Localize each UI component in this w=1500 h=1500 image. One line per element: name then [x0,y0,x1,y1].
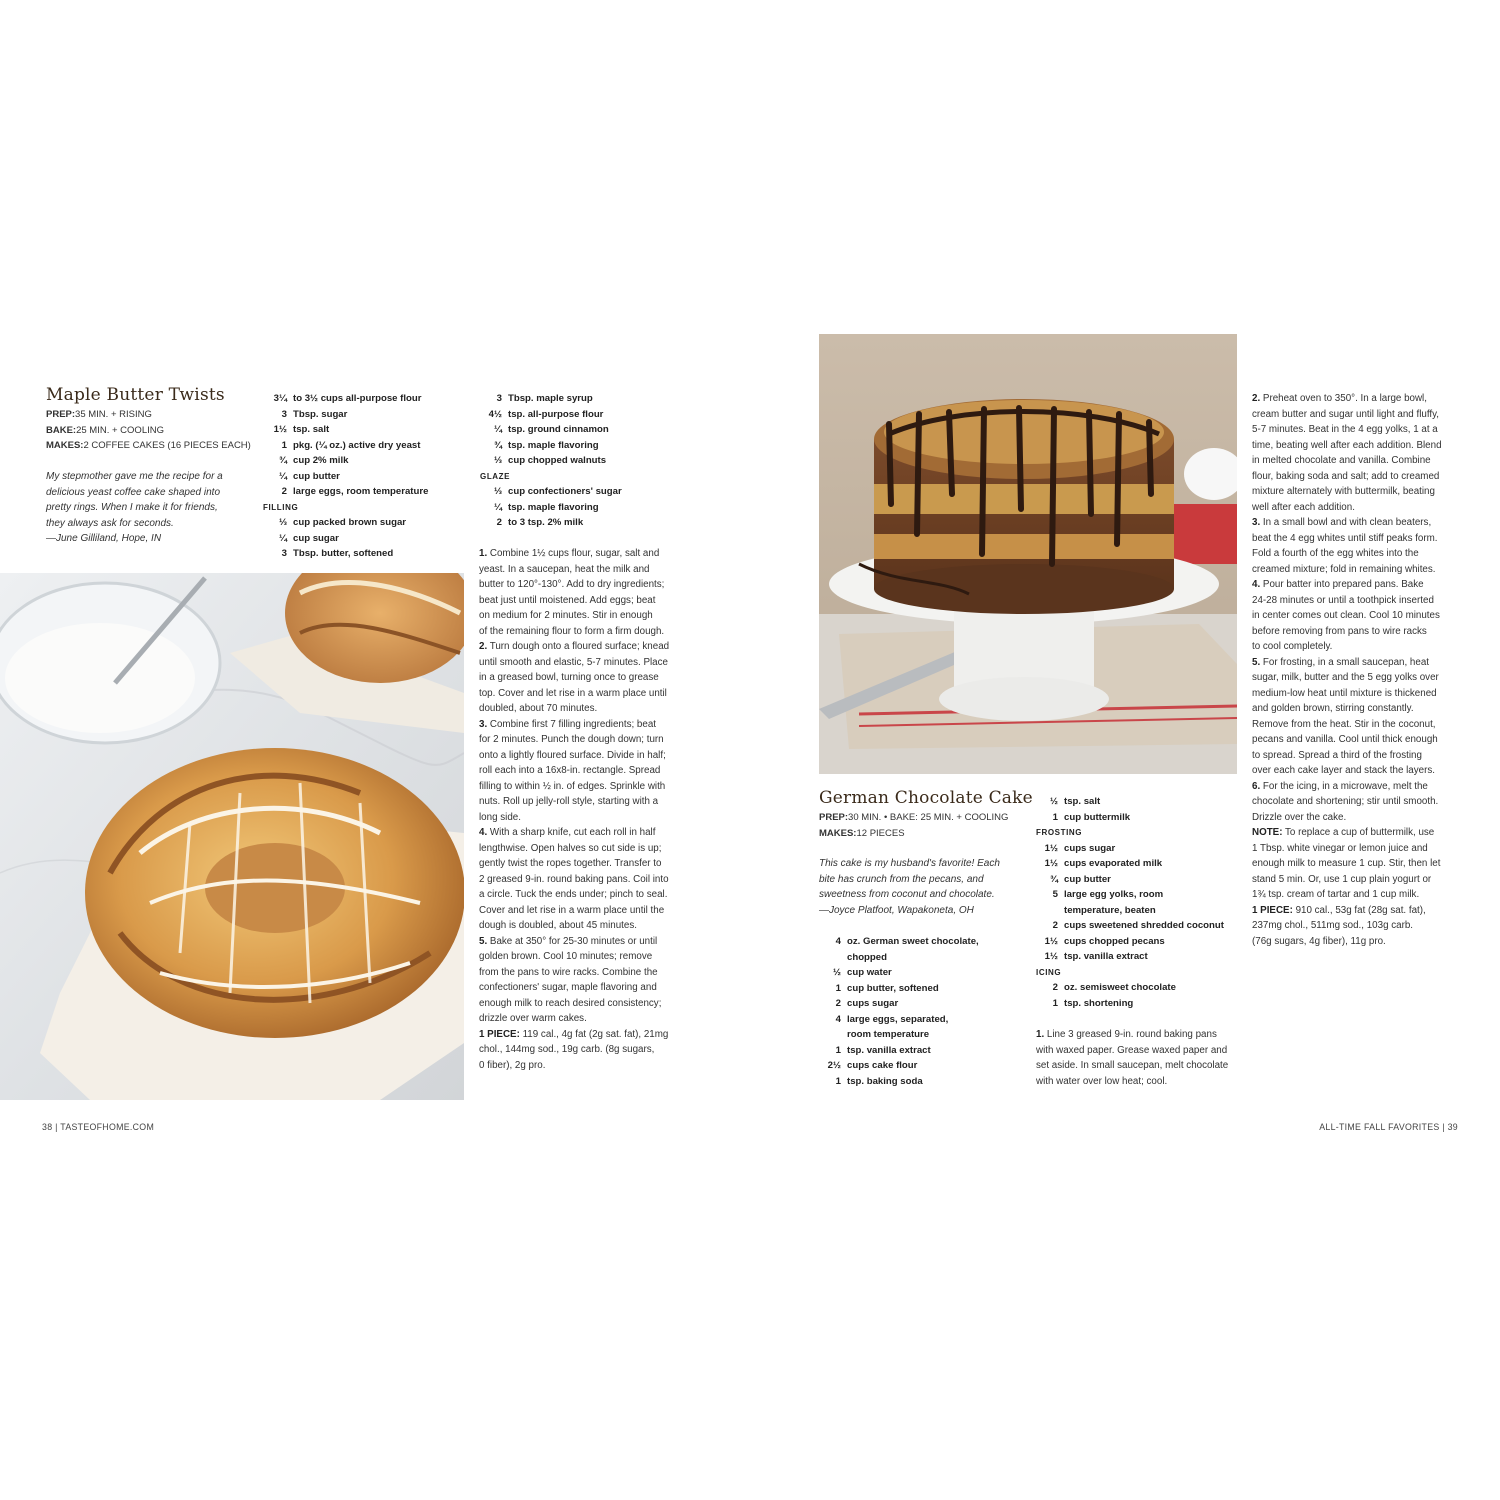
direction-line: Drizzle over the cake. [1252,811,1347,823]
direction-line: with waxed paper. Grease waxed paper and [1036,1044,1228,1056]
direction-line: on medium for 2 minutes. Stir in enough [479,610,653,621]
direction-line: chocolate and shortening; stir until smooth. [1252,796,1439,807]
direction-line: chol., 144mg sod., 19g carb. (8g sugars, [479,1044,655,1055]
ingredient-qty: 1 [281,439,287,451]
step-number: 2. [479,641,488,652]
direction-step [1252,391,1467,515]
step-number: 1. [1036,1029,1045,1040]
direction-line: Remove from the heat. Stir in the coconut, [1252,718,1436,730]
meta-label: PREP: [46,409,76,420]
direction-line: yeast. In a saucepan, heat the milk and [479,563,650,575]
ingredient-text: cups sugar [1064,842,1116,854]
ingredient-text: tsp. salt [1064,796,1101,807]
direction-step [479,717,689,826]
ingredient-qty: ⅓ [493,486,502,497]
german-chocolate-cake-photo [819,334,1237,774]
ingredient-item [819,950,1029,966]
direction-line: in a greased bowl, turning once to grease [479,672,659,683]
ingredient-qty: ½ [832,967,841,978]
ingredient-item [1036,872,1246,888]
ingredient-text: cup 2% milk [293,455,349,466]
direction-line: enough milk to measure 1 cup. Stir, then let [1252,858,1441,869]
step-number: 1 PIECE: [479,1028,520,1040]
ingredient-item [1036,996,1246,1012]
direction-line: stand 5 min. Or, use 1 cup plain yogurt or [1252,873,1432,885]
ingredient-item [480,515,680,531]
meta-line [819,826,1029,842]
meta-value: 12 PIECES [856,827,905,839]
directions-maple [479,546,689,1073]
direction-line: Fold a fourth of the egg whites into the [1252,548,1419,559]
ingredient-item [1036,918,1246,934]
ingredient-text: cup buttermilk [1064,811,1131,823]
direction-line: creamed mixture; fold in remaining whites. [1252,563,1436,575]
ingredient-item [819,1058,1029,1074]
ingredient-text: Tbsp. sugar [293,408,348,420]
ingredients-maple-col1 [263,391,463,562]
meta-line [46,407,266,423]
ingredient-text: cups cake flour [847,1060,918,1071]
ingredient-text: Tbsp. butter, softened [293,548,394,559]
ingredient-text: temperature, beaten [1064,904,1156,916]
direction-line: doubled, about 70 minutes. [479,703,598,714]
ingredients-maple-col2 [480,391,680,531]
ingredient-item [480,484,680,500]
direction-line [479,639,689,655]
ingredient-section-heading: ICING [1036,967,1062,977]
direction-line: set aside. In small saucepan, melt chocolate [1036,1060,1229,1071]
direction-line [1252,391,1467,407]
meta-label: BAKE: [46,424,77,436]
direction-line: from the pans to wire racks. Combine the [479,966,658,978]
direction-step [1252,515,1467,577]
direction-line [479,1027,689,1043]
direction-line: confectioners' sugar, maple flavoring and [479,982,657,993]
ingredient-qty: ¾ [493,439,502,451]
step-number: 4. [479,827,488,838]
meta-value: 2 COFFEE CAKES (16 PIECES EACH) [83,440,251,451]
ingredient-text: chopped [847,951,887,963]
direction-line: enough milk to reach desired consistency; [479,997,662,1009]
direction-line: beat the 4 egg whites until stiff peaks form. [1252,532,1438,544]
ingredient-item [480,453,680,469]
ingredient-text: cup butter, softened [847,982,939,994]
direction-line: to spread. Spread a third of the frosting [1252,749,1422,761]
ingredient-text: tsp. salt [293,424,330,435]
intro-line: My stepmother gave me the recipe for a [46,471,223,482]
ingredient-text: pkg. (¼ oz.) active dry yeast [293,439,421,451]
ingredient-qty: 1 [1052,997,1058,1009]
intro-line: This cake is my husband's favorite! Each [819,858,1000,869]
ingredient-qty: 1½ [273,424,287,435]
recipe-meta-maple [46,407,266,454]
direction-line: lengthwise. Open halves so cut side is up; [479,842,662,854]
ingredient-text: cup water [847,967,892,978]
direction-step [1252,825,1467,903]
direction-line: onto a lightly floured surface. Divide in half; [479,749,666,761]
ingredient-text: oz. semisweet chocolate [1064,982,1176,993]
ingredient-item [1036,794,1246,810]
direction-line [1252,655,1467,671]
ingredient-item [1036,856,1246,872]
ingredient-qty: 1½ [1044,951,1058,962]
ingredient-qty: ¼ [278,470,287,482]
direction-line: roll each into a 16x8-in. rectangle. Spread [479,765,661,776]
direction-line: nuts. Roll up jelly-roll style, starting with a [479,796,659,807]
ingredient-item [1036,841,1246,857]
ingredient-text: tsp. vanilla extract [1064,951,1148,962]
intro-line: —June Gilliland, Hope, IN [46,533,162,544]
ingredient-qty: 2 [1052,920,1058,931]
direction-line: gently twist the ropes together. Transfer to [479,858,662,869]
ingredient-text: tsp. shortening [1064,997,1134,1009]
meta-line [46,438,266,454]
meta-line [46,423,266,439]
meta-label: PREP: [819,812,849,823]
ingredient-qty: 1 [835,982,841,994]
step-number: 1. [479,548,488,559]
ingredient-qty: 3 [281,548,287,559]
ingredient-text: cups chopped pecans [1064,935,1165,947]
direction-line: medium-low heat until mixture is thickened [1252,687,1437,699]
direction-line: a circle. Tuck the ends under; pinch to seal. [479,889,668,900]
ingredient-text: oz. German sweet chocolate, [847,936,979,947]
step-text: With a sharp knife, cut each roll in half [489,827,656,838]
step-text: Preheat oven to 350°. In a large bowl, [1262,393,1427,404]
meta-value: 25 MIN. + COOLING [76,424,164,436]
intro-line: delicious yeast coffee cake shaped into [46,486,220,498]
direction-line [1252,577,1467,593]
direction-line [1252,515,1467,531]
direction-line: over each cake layer and stack the layers. [1252,765,1435,776]
intro-line: they always ask for seconds. [46,517,174,529]
direction-step [479,546,689,639]
ingredient-qty [819,1027,847,1043]
direction-line: pecans and vanilla. Cool until thick enough [1252,734,1438,745]
recipe-meta-german [819,810,1029,841]
direction-line [479,934,689,950]
ingredient-qty: 3 [281,408,287,420]
ingredient-item [263,531,463,547]
direction-line: golden brown. Cool 10 minutes; remove [479,951,653,962]
ingredient-text: tsp. baking soda [847,1075,923,1087]
ingredient-qty: ¼ [278,532,287,544]
ingredient-item [263,453,463,469]
ingredient-qty: 4 [835,1013,841,1025]
ingredient-item [819,965,1029,981]
ingredient-qty: 2 [1052,982,1058,993]
ingredient-item [1036,934,1246,950]
ingredients-german-col1 [819,934,1029,1089]
ingredient-qty: ⅓ [278,517,287,528]
step-text: Combine 1½ cups flour, sugar, salt and [489,548,660,559]
ingredient-text: cup butter [293,470,340,482]
recipe-intro-german [819,856,1029,918]
direction-line: long side. [479,811,521,823]
ingredient-item [480,438,680,454]
ingredient-text: tsp. all-purpose flour [508,408,604,420]
step-text: For the icing, in a microwave, melt the [1262,780,1428,792]
step-text: 119 cal., 4g fat (2g sat. fat), 21mg [522,1028,669,1040]
ingredient-text: cup chopped walnuts [508,455,607,466]
direction-step [479,1027,689,1074]
meta-label: MAKES: [46,440,84,451]
direction-line: mixture alternately with buttermilk, beating [1252,486,1435,497]
ingredient-qty: 2½ [827,1060,841,1071]
ingredient-item [1036,810,1246,826]
ingredient-qty: 1 [835,1075,841,1087]
ingredient-text: cups evaporated milk [1064,858,1163,869]
meta-value: 30 MIN. • BAKE: 25 MIN. + COOLING [848,812,1009,823]
step-text: Bake at 350° for 25-30 minutes or until [489,935,658,947]
direction-line: flour, baking soda and salt; add to creamed [1252,470,1440,482]
ingredient-text: tsp. maple flavoring [508,439,599,451]
ingredient-qty: 2 [496,517,502,528]
ingredient-qty: 2 [281,486,287,497]
ingredient-item [263,407,463,423]
direction-line [479,546,689,562]
direction-step [479,639,689,717]
direction-line [479,717,689,733]
direction-step [1252,577,1467,655]
step-number: 6. [1252,780,1261,792]
ingredient-text: cups sugar [847,998,899,1009]
ingredient-text: tsp. maple flavoring [508,501,599,513]
direction-line: to cool completely. [1252,641,1333,652]
ingredient-item [480,407,680,423]
ingredient-text: Tbsp. maple syrup [508,393,593,404]
direction-line: well after each addition. [1252,501,1355,513]
intro-line: sweetness from coconut and chocolate. [819,889,995,900]
direction-line: beat just until moistened. Add eggs; beat [479,594,656,606]
ingredient-item [263,546,463,562]
ingredient-text: tsp. vanilla extract [847,1044,931,1056]
ingredient-item [263,391,463,407]
ingredient-text: cup confectioners' sugar [508,486,622,497]
direction-line: 237mg chol., 511mg sod., 103g carb. [1252,920,1414,931]
step-text: To replace a cup of buttermilk, use [1285,827,1435,838]
direction-line: 24-28 minutes or until a toothpick inserted [1252,594,1434,606]
meta-label: MAKES: [819,827,857,839]
ingredient-qty: 2 [835,998,841,1009]
ingredient-qty: ¼ [493,501,502,513]
direction-step [479,825,689,934]
direction-line [479,825,689,841]
direction-line: 0 fiber), 2g pro. [479,1059,546,1071]
directions-german-a [1036,1027,1246,1089]
ingredient-item [480,500,680,516]
ingredient-item [263,438,463,454]
ingredient-qty: 1½ [1044,858,1058,869]
ingredient-item [819,1074,1029,1090]
ingredient-item [819,996,1029,1012]
ingredient-item [263,469,463,485]
ingredient-text: to 3 tsp. 2% milk [508,517,584,528]
ingredient-item [1036,903,1246,919]
direction-line [1252,779,1467,795]
step-text: 910 cal., 53g fat (28g sat. fat), [1295,904,1426,916]
recipe-intro-maple [46,469,256,547]
recipe-title-german: German Chocolate Cake [819,788,1033,808]
ingredient-item [819,1043,1029,1059]
ingredient-item [1036,887,1246,903]
step-text: Line 3 greased 9-in. round baking pans [1046,1029,1217,1040]
ingredient-item [1036,980,1246,996]
direction-line: in melted chocolate and vanilla. Combine [1252,455,1431,466]
direction-step [479,934,689,1027]
ingredient-qty: ¼ [493,424,502,435]
direction-line: with water over low heat; cool. [1036,1075,1168,1087]
ingredient-qty: 5 [1052,889,1058,900]
intro-line: pretty rings. When I make it for friends, [46,502,218,513]
step-text: In a small bowl and with clean beaters, [1262,517,1432,528]
ingredient-section-heading: FILLING [263,502,299,512]
direction-line: butter to 120°-130°. Add to dry ingredients; [479,579,665,590]
ingredient-section-heading: GLAZE [480,471,511,481]
ingredient-text: large eggs, room temperature [293,486,429,497]
ingredient-item [819,934,1029,950]
ingredients-german-col2 [1036,794,1246,1011]
page-footer-left: 38 | TASTEOFHOME.COM [42,1122,155,1132]
ingredient-text: large eggs, separated, [847,1013,949,1025]
ingredient-item [263,484,463,500]
ingredient-item [480,422,680,438]
recipe-title-maple: Maple Butter Twists [46,385,225,405]
ingredient-qty [819,950,847,966]
step-text: For frosting, in a small saucepan, heat [1262,656,1429,668]
ingredient-text: cups sweetened shredded coconut [1064,920,1224,931]
step-number: 5. [479,935,488,947]
ingredient-text: to 3½ cups all-purpose flour [293,393,422,404]
direction-line: 5-7 minutes. Beat in the 4 egg yolks, 1 at a [1252,424,1438,435]
direction-line: filling to within ½ in. of edges. Sprinkle with [479,780,666,792]
meta-line [819,810,1029,826]
direction-line: and golden brown, stirring constantly. [1252,703,1414,714]
direction-line: 2 greased 9-in. round baking pans. Coil into [479,873,669,885]
ingredient-qty: ¾ [1049,873,1058,885]
ingredient-qty: 3¼ [273,393,287,404]
ingredient-text: room temperature [847,1029,930,1040]
ingredient-item [819,981,1029,997]
ingredient-qty: 1½ [1044,842,1058,854]
ingredient-text: cup butter [1064,873,1111,885]
ingredient-qty: 1 [835,1044,841,1056]
coffee-cake-photo [0,573,464,1100]
direction-step [1252,655,1467,779]
ingredient-item [263,422,463,438]
direction-line: in center comes out clean. Cool 10 minutes [1252,610,1440,621]
ingredient-text: tsp. ground cinnamon [508,424,609,435]
page-footer-right: ALL-TIME FALL FAVORITES | 39 [1319,1122,1458,1132]
step-text: Turn dough onto a floured surface; knead [489,641,670,652]
step-text: Pour batter into prepared pans. Bake [1262,579,1424,590]
ingredient-section-heading: FROSTING [1036,828,1083,837]
direction-step [1036,1027,1246,1089]
direction-line [1252,825,1467,841]
intro-line: —Joyce Platfoot, Wapakoneta, OH [819,904,974,916]
ingredient-qty: 1½ [1044,935,1058,947]
directions-german-b [1252,391,1467,949]
direction-line: dough is doubled, about 45 minutes. [479,920,637,931]
direction-step [1252,903,1467,950]
ingredient-text: cup sugar [293,532,339,544]
step-text: Combine first 7 filling ingredients; beat [489,718,656,730]
direction-line: cream butter and sugar until light and fluffy, [1252,408,1439,420]
direction-line: for 2 minutes. Punch the dough down; turn [479,734,664,745]
ingredient-qty [1036,903,1064,919]
ingredient-item [819,1012,1029,1028]
step-number: 4. [1252,579,1261,590]
ingredient-item [480,391,680,407]
ingredient-qty: 4 [835,936,841,947]
step-number: 5. [1252,656,1261,668]
direction-line: (76g sugars, 4g fiber), 11g pro. [1252,935,1386,947]
direction-line: top. Cover and let rise in a warm place until [479,687,667,699]
direction-line: before removing from pans to wire racks [1252,625,1427,637]
ingredient-item [263,515,463,531]
step-number: 2. [1252,393,1261,404]
direction-line: time, beating well after each addition. Blend [1252,439,1442,451]
direction-line [1252,903,1467,919]
step-number: 3. [479,718,488,730]
ingredient-qty: ⅓ [493,455,502,466]
direction-line: 1 Tbsp. white vinegar or lemon juice and [1252,842,1428,854]
direction-line [1036,1027,1246,1043]
direction-line: sugar, milk, butter and the 5 egg yolks over [1252,672,1439,683]
direction-line: Cover and let rise in a warm place until the [479,904,665,916]
ingredient-item [1036,949,1246,965]
direction-step [1252,779,1467,826]
direction-line: until smooth and elastic, 5-7 minutes. Place [479,656,668,668]
ingredient-qty: ½ [1049,796,1058,807]
meta-value: 35 MIN. + RISING [75,409,152,420]
step-number: NOTE: [1252,827,1283,838]
ingredient-qty: 1 [1052,811,1058,823]
ingredient-qty: ¾ [278,455,287,466]
intro-line: bite has crunch from the pecans, and [819,873,984,885]
direction-line: 1¾ tsp. cream of tartar and 1 cup milk. [1252,889,1420,900]
ingredient-qty: 4½ [488,408,502,420]
direction-line: of the remaining flour to form a firm dough. [479,625,665,637]
direction-line: drizzle over warm cakes. [479,1013,587,1024]
step-number: 1 PIECE: [1252,904,1293,916]
step-number: 3. [1252,517,1261,528]
ingredient-text: cup packed brown sugar [293,517,407,528]
ingredient-qty: 3 [496,393,502,404]
ingredient-text: large egg yolks, room [1064,889,1164,900]
ingredient-item [819,1027,1029,1043]
